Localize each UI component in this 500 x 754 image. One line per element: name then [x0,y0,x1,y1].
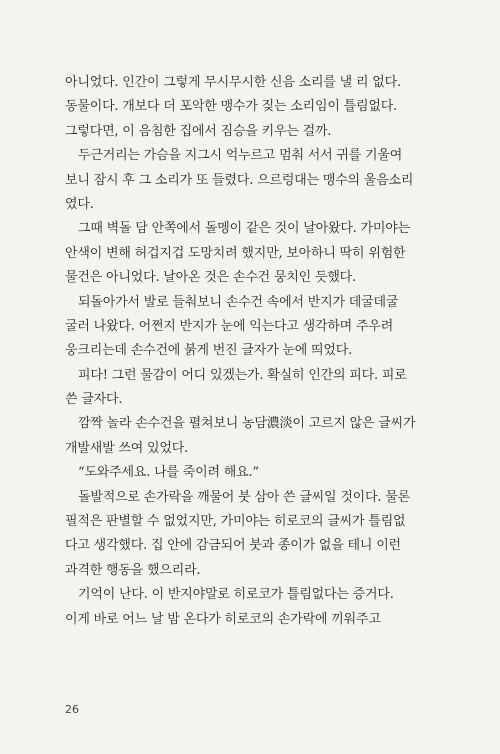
text-line: 안색이 변해 허겁지겁 도망치려 했지만, 보아하니 딱히 위험한 [65,245,406,261]
body-text [65,71,437,632]
text-line: 필적은 판별할 수 없었지만, 가미야는 히로코의 글씨가 틀림없 [65,514,406,530]
text-line: 였다. [65,196,94,212]
text-line: 깜짝 놀라 손수건을 펼쳐보니 농담濃淡이 고르지 않은 글씨가 [78,416,416,432]
text-line: 두근거리는 가슴을 지그시 억누르고 멈춰 서서 귀를 기울여 [78,148,403,164]
text-line: 피다! 그런 물감이 어디 있겠는가. 확실히 인간의 피다. 피로 [78,367,407,383]
text-line: 과격한 행동을 했으리라. [65,562,201,578]
text-line: 되돌아가서 발로 들춰보니 손수건 속에서 반지가 데굴데굴 [78,294,399,310]
text-line: 그때 벽돌 담 안쪽에서 돌멩이 같은 것이 날아왔다. 가미야는 [78,221,410,237]
text-line: 그렇다면, 이 음침한 집에서 짐승을 키우는 걸까. [65,123,332,139]
page-number: 26 [65,703,79,716]
text-line: “도와주세요. 나를 죽이려 해요.” [78,465,259,481]
text-line: 다고 생각했다. 집 안에 감금되어 붓과 종이가 없을 테니 이런 [65,538,401,554]
text-line: 기억이 난다. 이 반지야말로 히로코가 틀림없다는 증거다. [78,587,394,603]
text-line: 쓴 글자다. [65,392,123,408]
text-line: 굴러 나왔다. 어쩐지 반지가 눈에 익는다고 생각하며 주우려 [65,318,394,334]
text-line: 개발새발 쓰여 있었다. [65,440,189,456]
text-line: 돌발적으로 손가락을 깨물어 붓 삼아 쓴 글씨일 것이다. 물론 [78,489,410,505]
text-line: 보니 잠시 후 그 소리가 또 들렸다. 으르렁대는 맹수의 울음소리 [65,172,414,188]
text-line: 아니었다. 인간이 그렇게 무시무시한 신음 소리를 낼 리 없다. [65,75,401,90]
text-line: 이게 바로 어느 날 밤 온다가 히로코의 손가락에 끼워주고 [65,611,381,627]
text-line: 동물이다. 개보다 더 포악한 맹수가 짖는 소리임이 틀림없다. [65,99,397,115]
text-line: 물건은 아니었다. 날아온 것은 손수건 뭉치인 듯했다. [65,270,356,286]
text-line: 웅크리는데 손수건에 붉게 번진 글자가 눈에 띄었다. [65,343,353,359]
